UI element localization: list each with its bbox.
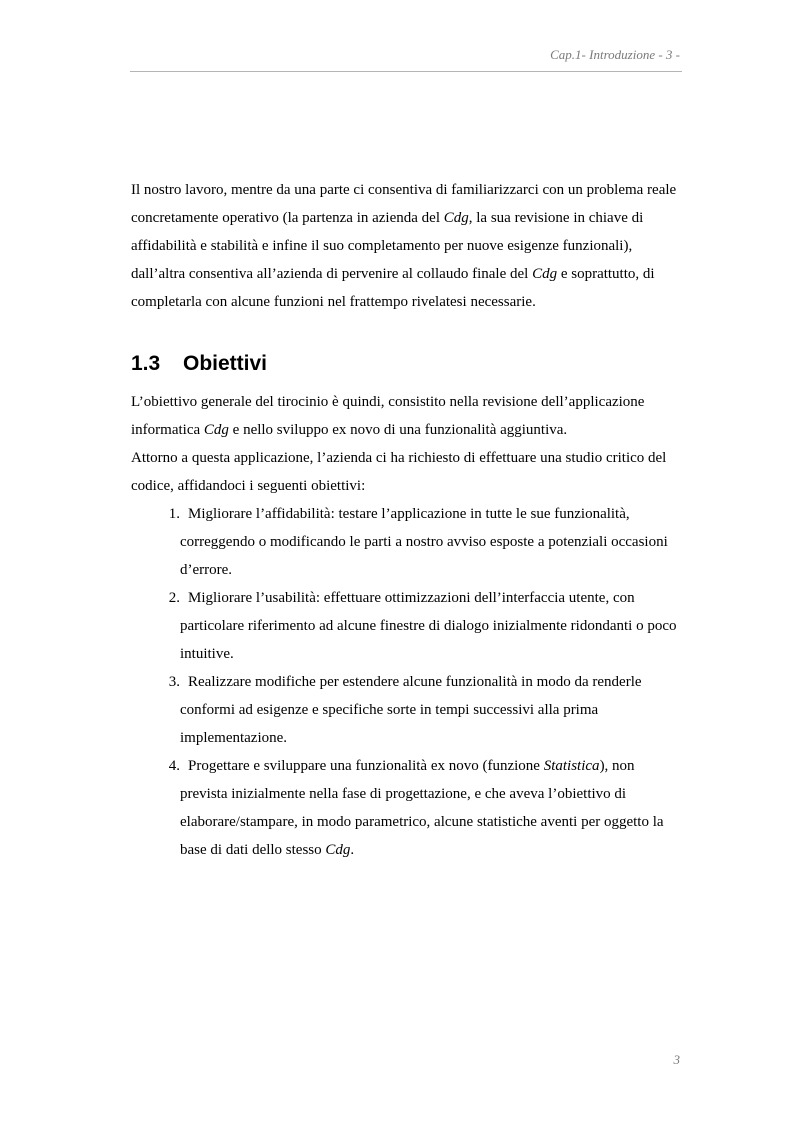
intro-paragraph [131, 176, 683, 316]
page-number: 3 [673, 1052, 680, 1067]
running-header: Cap.1- Introduzione - 3 - [550, 47, 680, 62]
list-item-text-a: Progettare e sviluppare una funzionalità ex novo (funzione [188, 758, 544, 774]
list-item-number: 1. [168, 506, 180, 522]
list-item-text-content: Migliorare l’usabilità: effettuare ottimizzazioni dell’interfaccia utente, con particolare riferimento ad alcune finestre di dialogo inizialmente ridondanti o poco intuitive. [180, 590, 677, 662]
list-item-text [180, 668, 683, 752]
page-body [131, 176, 683, 864]
objectives-intro-text-a: L’obiettivo generale del tirocinio è quindi, consistito nella revisione dell’applicazione informatica [131, 394, 645, 438]
intro-text-3: e soprattutto, di completarla con alcune funzioni nel frattempo rivelatesi necessarie. [131, 266, 655, 310]
intro-text-1: Il nostro lavoro, mentre da una parte ci consentiva di familiarizzarci con un problema reale concretamente operativo (la partenza in azienda del [131, 182, 677, 226]
intro-cdg-1: Cdg [443, 210, 469, 226]
list-item [131, 668, 683, 752]
objectives-list [131, 500, 683, 864]
objectives-intro-text-b: e nello sviluppo ex novo di una funzionalità aggiuntiva. [228, 422, 568, 438]
list-item [131, 752, 683, 864]
section-heading [131, 350, 683, 378]
list-item-statistica: Statistica [543, 758, 600, 774]
list-item-text [180, 752, 683, 864]
section-title: Obiettivi [183, 352, 268, 375]
list-item-number: 2. [168, 590, 180, 606]
objectives-intro-paragraph [131, 388, 683, 444]
list-item-number: 4. [168, 758, 180, 774]
objectives-lead-paragraph: Attorno a questa applicazione, l’azienda ci ha richiesto di effettuare una studio critico del codice, affidandoci i seguenti obiettivi: [131, 450, 667, 494]
list-item [131, 584, 683, 668]
list-item-text-content: Realizzare modifiche per estendere alcune funzionalità in modo da renderle conformi ad esigenze e specifiche sorte in tempi successivi alla prima implementazione. [180, 674, 642, 746]
list-item-text [180, 500, 683, 584]
intro-text-2: , la sua revisione in chiave di affidabilità e stabilità e infine il suo completamento per nuove esigenze funzionali), dall’altra consentiva all’azienda di pervenire al collaudo finale del [131, 210, 644, 282]
list-item-text-b: ), non prevista inizialmente nella fase di progettazione, e che aveva l’obiettivo di elaborare/stampare, in modo parametrico, alcune statistiche aventi per oggetto la base di dati dello stesso [180, 758, 664, 858]
intro-cdg-2: Cdg [532, 266, 558, 282]
list-item-number: 3. [168, 674, 180, 690]
section-number: 1.3 [131, 352, 161, 375]
list-item [131, 500, 683, 584]
objectives-intro-cdg: Cdg [203, 422, 229, 438]
list-item-cdg: Cdg [325, 842, 351, 858]
header-rule [130, 71, 682, 72]
list-item-text-content: Migliorare l’affidabilità: testare l’applicazione in tutte le sue funzionalità, correggendo o modificando le parti a nostro avviso esposte a potenziali occasioni d’errore. [180, 506, 668, 578]
list-item-text [180, 584, 683, 668]
list-item-text-c: . [350, 842, 355, 858]
